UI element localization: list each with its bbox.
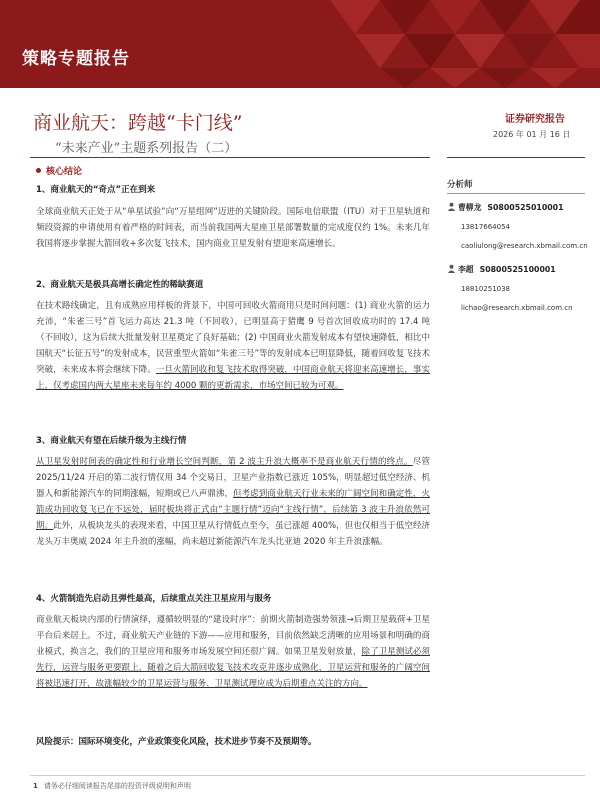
paragraph-run: 商业航天板块内部的行情演绎，遵循较明显的“建设时序”：前期火箭制造强势领涨→后期卫星载荷+卫星平台后来居上。不过，商业航天产业链的下游——应用和服务，目前依然缺乏清晰的应用场景和明确的商业模式，换言之，我们的卫星应用和服务市场发展空间还很广阔。如果卫星发射放量， xyxy=(36,615,430,657)
sidebar-divider xyxy=(447,157,585,158)
footer-disclaimer: 请务必仔细阅读报告尾部的投资评级说明和声明 xyxy=(43,782,191,790)
paragraph-run-underlined: 一旦火箭回收和复飞技术取得突破，中国商业航天将迎来高速增长，事实上，仅考虑国内两大星座未来每年约 4000 颗的更新需求，市场空间已较为可观。 xyxy=(36,365,430,391)
paragraph-run-underlined: 除了卫星测试必须先行，运营与服务更要跟上，随着之后大箭回收复飞技术攻克并逐步成熟化，卫星运营和服务的广阔空间将被迅速打开，故涨幅较少的卫星运营与服务、卫星测试理应成为后期重点关注的方向。 xyxy=(36,647,430,689)
analyst-name: 李超 xyxy=(458,265,474,274)
paragraph-run-underlined: 但考虑到商业航天行业未来的广阔空间和确定性，火箭成功回收复飞已在不远处，届时板块将正式由“主题行情”迈向“主线行情”，后续第 3 波主升浪依然可期。 xyxy=(36,489,430,531)
paragraph-run-underlined: 从卫星发射时间表的确定性和行业增长空间判断，第 2 波主升浪大概率不是商业航天行情的终点。 xyxy=(36,457,413,467)
section-heading-4: 4、火箭制造先启动且弹性最高，后续重点关注卫星应用与服务 xyxy=(36,594,272,604)
page-title: 商业航天：跨越“卡门线” xyxy=(33,112,243,134)
footer-divider xyxy=(30,775,585,776)
title-divider xyxy=(30,157,430,158)
analyst-name-row xyxy=(447,202,564,213)
paragraph-run: 全球商业航天正处于从“单星试验”向“万星组网”迈进的关键阶段。国际电信联盟（ITU）对于卫星轨道和频段资源的申请使用有着严格的时间表，而当前我国两大星座卫星部署数量的完成度仅约 1%。未来几年我国将逐步掌握大箭回收+多次复飞技术，国内商业卫星发射有望迎来高速增长。 xyxy=(36,207,430,249)
section-paragraph-2 xyxy=(36,298,430,394)
page-subtitle: “未来产业”主题系列报告（二） xyxy=(55,141,238,156)
analyst-name: 曹柳龙 xyxy=(458,203,482,212)
person-icon xyxy=(447,264,456,273)
page-number: 1 xyxy=(33,782,38,790)
section-heading-3: 3、商业航天有望在后续升级为主线行情 xyxy=(36,436,187,446)
section-paragraph-1 xyxy=(36,204,430,252)
risk-warning: 风险提示：国际环境变化，产业政策变化风险，技术进步节奏不及预期等。 xyxy=(36,737,317,747)
analyst-heading: 分析师 xyxy=(447,178,585,194)
person-icon xyxy=(447,202,456,211)
analyst-cert-number: S0800525010001 xyxy=(487,203,564,212)
analyst-email[interactable]: lichao@research.xbmail.com.cn xyxy=(461,304,573,312)
core-conclusion-label: 核心结论 xyxy=(46,167,83,177)
core-conclusion-heading xyxy=(36,164,82,177)
section-heading-1: 1、商业航天的“奇点”正在到来 xyxy=(36,185,156,195)
header-banner xyxy=(0,0,600,88)
section-paragraph-3 xyxy=(36,454,430,550)
paragraph-run: 尽管 2025/11/24 开启的第二波行情仅用 34 个交易日，卫星产业指数已涨近 105%，明显超过低空经济、机器人和新能源汽车的同期涨幅，短期或已八声鼎沸， xyxy=(36,457,430,499)
analyst-email[interactable]: caoliulong@research.xbmail.com.cn xyxy=(461,242,588,250)
page-footer xyxy=(33,781,191,791)
analyst-sidebar xyxy=(447,178,588,312)
bullet-dot-icon xyxy=(36,168,41,173)
paragraph-run: 此外，从板块龙头的表现来看，中国卫星从行情低点至今，虽已涨超 400%，但也仅相当于低空经济龙头万丰奥威 2024 年主升浪的涨幅，尚未超过新能源汽车龙头比亚迪 2020 年主升浪涨幅。 xyxy=(36,521,430,547)
analyst-cert-number: S0800525100001 xyxy=(479,265,556,274)
banner-title: 策略专题报告 xyxy=(22,49,130,69)
report-type-label: 证券研究报告 xyxy=(505,114,565,125)
section-heading-2: 2、商业航天是极具高增长确定性的稀缺赛道 xyxy=(36,280,204,290)
paragraph-run: 在技术路线确定，且有成熟应用样板的背景下，中国可回收火箭商用只是时间问题：(1) 商业火箭的运力充沛，“朱雀三号”首飞运力高达 21.3 吨（不回收），已明显高于猎鹰 9 号首次回收成功时的 17.4 吨（不回收），这为后续大批量发射卫星奠定了良好基础；(2) 中国商业火箭发射成本有望快速降低，相比中国航天“长征五号”的发射成本，民营重型火箭如“朱雀三号”等的发射成本已明显降低，随着回收复飞技术突破，未来成本将会继续下降。 xyxy=(36,301,430,375)
analyst-phone: 18810251038 xyxy=(461,285,510,293)
analyst-name-row xyxy=(447,264,556,275)
report-date: 2026 年 01 月 16 日 xyxy=(493,130,571,139)
section-paragraph-4 xyxy=(36,612,430,692)
analyst-phone: 13817664054 xyxy=(461,223,510,231)
